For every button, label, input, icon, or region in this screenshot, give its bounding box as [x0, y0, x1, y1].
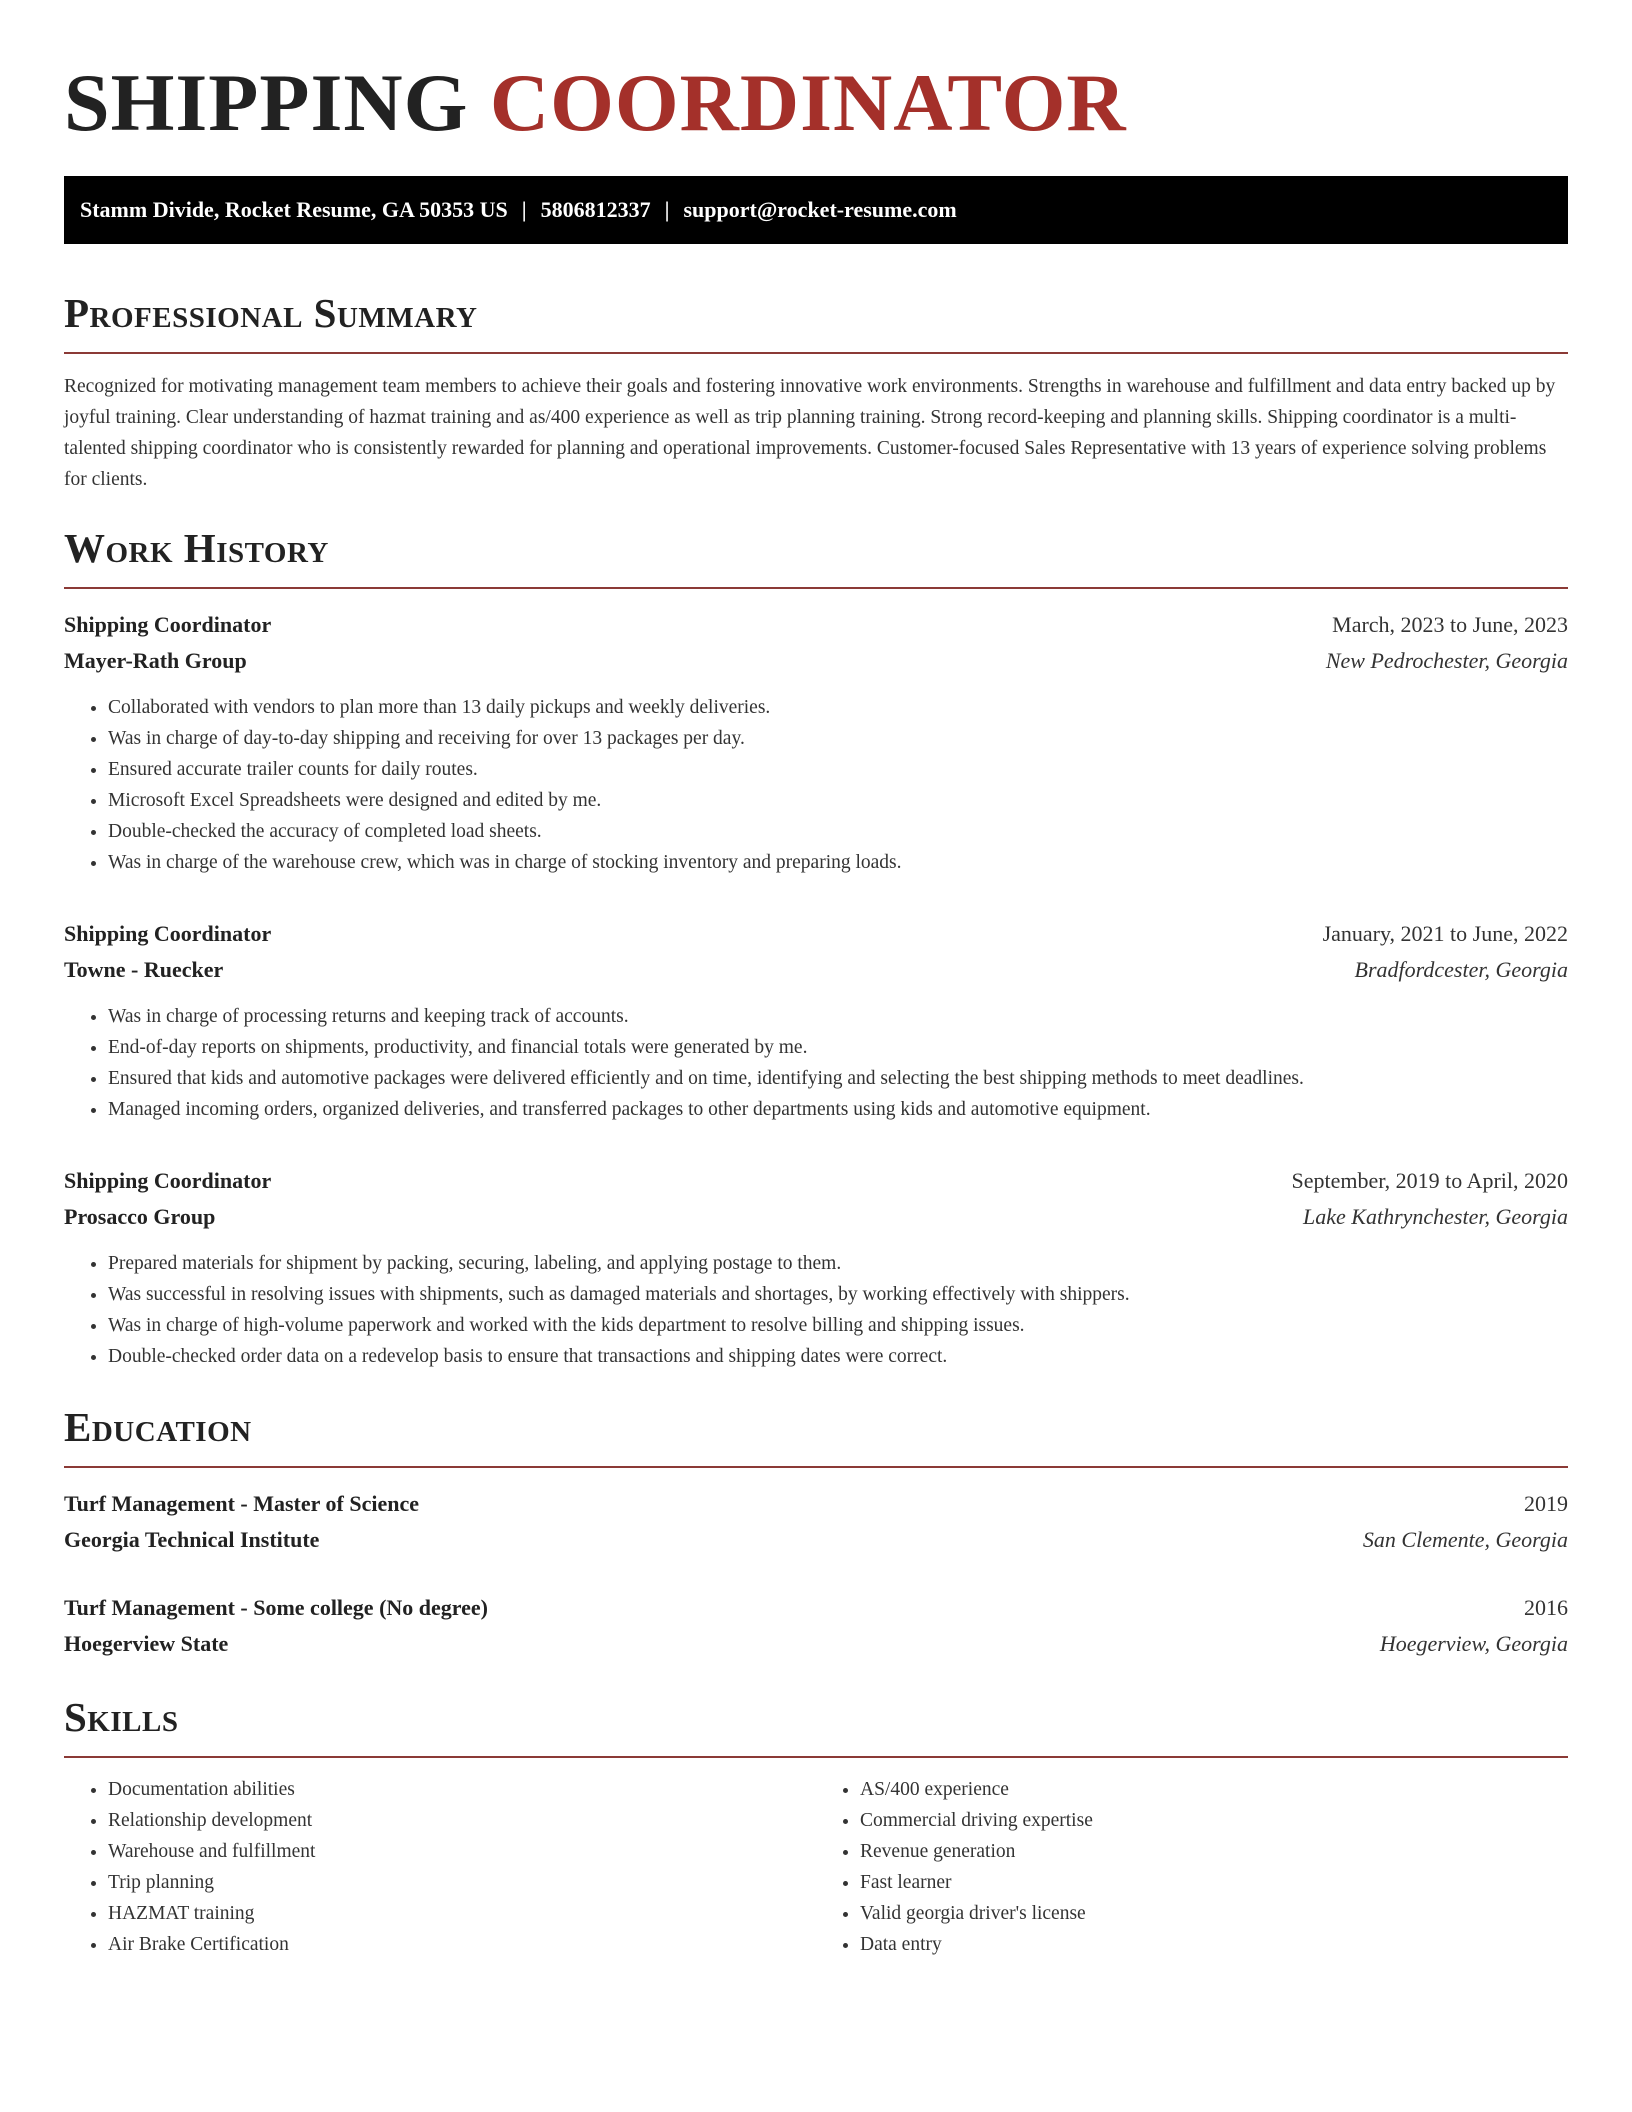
job-company: Prosacco Group [64, 1204, 216, 1229]
skills-column-left [64, 1774, 816, 1960]
education-section [64, 1400, 1568, 1662]
job-location: New Pedrochester, Georgia [1325, 648, 1568, 673]
job-bullet: • Was in charge of processing returns and keeping track of accounts. [108, 1001, 1568, 1032]
skills-section [64, 1690, 1568, 1960]
skill-item: • Commercial driving expertise [860, 1805, 1568, 1836]
education-school: Hoegerview State [64, 1631, 229, 1656]
job-bullet: • Was in charge of the warehouse crew, which was in charge of stocking inventory and preparing loads. [108, 847, 1568, 878]
education-degree-row [64, 1590, 1568, 1626]
education-entry [64, 1486, 1568, 1558]
section-title-skills: Skills [64, 1694, 179, 1740]
job-bullet: • Prepared materials for shipment by packing, securing, labeling, and applying postage to them. [108, 1248, 1568, 1279]
job-position: Shipping Coordinator [64, 1168, 272, 1193]
contact-phone: 5806812337 [540, 197, 651, 222]
contact-separator: | [664, 197, 670, 222]
skill-item: • Valid georgia driver's license [860, 1898, 1568, 1929]
contact-email: support@rocket-resume.com [683, 197, 957, 222]
skill-item: • Revenue generation [860, 1836, 1568, 1867]
job-bullet: • Double-checked order data on a redevelop basis to ensure that transactions and shipping dates were correct. [108, 1341, 1568, 1372]
job-entry [64, 916, 1568, 1125]
job-header-row [64, 916, 1568, 952]
section-title-education: Education [64, 1404, 252, 1450]
job-header-row [64, 1163, 1568, 1199]
section-title-summary: Professional Summary [64, 290, 478, 336]
job-bullet-list [64, 1248, 1568, 1372]
job-dates: September, 2019 to April, 2020 [1291, 1168, 1568, 1193]
education-entry [64, 1590, 1568, 1662]
summary-text: Recognized for motivating management team members to achieve their goals and fostering innovative work environments. Strengths in warehouse and fulfillment and data entry backed up by joyful training. Clear understanding of hazmat training and as/400 experience as well as trip planning training. Strong record-keeping and planning skills. Shipping coordinator is a multi-talented shipping coordinator who is consistently rewarded for planning and operational improvements. Customer-focused Sales Representative with 13 years of experience solving problems for clients. [64, 376, 1556, 490]
section-divider [64, 1466, 1568, 1468]
job-dates: March, 2023 to June, 2023 [1332, 612, 1568, 637]
section-divider [64, 352, 1568, 354]
name-last: COORDINATOR [489, 57, 1127, 148]
skill-item: • Data entry [860, 1929, 1568, 1960]
education-degree: Turf Management - Some college (No degree) [64, 1595, 489, 1620]
job-bullet: • Double-checked the accuracy of completed load sheets. [108, 816, 1568, 847]
contact-separator: | [521, 197, 527, 222]
work-history-section [64, 521, 1568, 1372]
job-bullet: • Ensured that kids and automotive packages were delivered efficiently and on time, identifying and selecting the best shipping methods to meet deadlines. [108, 1063, 1568, 1094]
skill-item: • Trip planning [108, 1867, 816, 1898]
section-divider [64, 1756, 1568, 1758]
job-company-row [64, 952, 1568, 988]
job-bullet: • Managed incoming orders, organized deliveries, and transferred packages to other departments using kids and automotive equipment. [108, 1094, 1568, 1125]
job-bullet-list [64, 692, 1568, 878]
job-position: Shipping Coordinator [64, 612, 272, 637]
job-bullet: • Was in charge of high-volume paperwork and worked with the kids department to resolve billing and shipping issues. [108, 1310, 1568, 1341]
skill-item: • Air Brake Certification [108, 1929, 816, 1960]
job-bullet-list [64, 1001, 1568, 1125]
contact-address: Stamm Divide, Rocket Resume, GA 50353 US [80, 197, 508, 222]
job-company: Mayer-Rath Group [64, 648, 247, 673]
education-location: Hoegerview, Georgia [1379, 1631, 1568, 1656]
job-header-row [64, 607, 1568, 643]
job-company-row [64, 1199, 1568, 1235]
job-entry [64, 607, 1568, 878]
skills-grid [64, 1774, 1568, 1960]
skills-column-right [816, 1774, 1568, 1960]
skill-item: • Relationship development [108, 1805, 816, 1836]
education-school-row [64, 1522, 1568, 1558]
skill-item: • Documentation abilities [108, 1774, 816, 1805]
job-entry [64, 1163, 1568, 1372]
job-bullet: • Ensured accurate trailer counts for daily routes. [108, 754, 1568, 785]
skill-item: • Fast learner [860, 1867, 1568, 1898]
job-bullet: • Collaborated with vendors to plan more than 13 daily pickups and weekly deliveries. [108, 692, 1568, 723]
education-school: Georgia Technical Institute [64, 1527, 320, 1552]
contact-bar [64, 176, 1568, 244]
job-company: Towne - Ruecker [64, 957, 224, 982]
name-first: SHIPPING [64, 57, 469, 148]
job-company-row [64, 643, 1568, 679]
job-bullet: • Was successful in resolving issues with shipments, such as damaged materials and shortages, by working effectively with shippers. [108, 1279, 1568, 1310]
skill-item: • Warehouse and fulfillment [108, 1836, 816, 1867]
education-degree-row [64, 1486, 1568, 1522]
job-bullet: • Microsoft Excel Spreadsheets were designed and edited by me. [108, 785, 1568, 816]
education-year: 2019 [1524, 1491, 1568, 1516]
job-position: Shipping Coordinator [64, 921, 272, 946]
job-bullet: • End-of-day reports on shipments, productivity, and financial totals were generated by me. [108, 1032, 1568, 1063]
section-title-work: Work History [64, 525, 329, 571]
section-divider [64, 587, 1568, 589]
job-dates: January, 2021 to June, 2022 [1322, 921, 1568, 946]
education-location: San Clemente, Georgia [1362, 1527, 1568, 1552]
summary-section [64, 286, 1568, 495]
resume-name [64, 55, 1568, 151]
job-location: Bradfordcester, Georgia [1354, 957, 1568, 982]
education-degree: Turf Management - Master of Science [64, 1491, 419, 1516]
education-year: 2016 [1524, 1595, 1568, 1620]
skill-item: • HAZMAT training [108, 1898, 816, 1929]
skill-item: • AS/400 experience [860, 1774, 1568, 1805]
job-location: Lake Kathrynchester, Georgia [1303, 1204, 1568, 1229]
job-bullet: • Was in charge of day-to-day shipping and receiving for over 13 packages per day. [108, 723, 1568, 754]
education-school-row [64, 1626, 1568, 1662]
